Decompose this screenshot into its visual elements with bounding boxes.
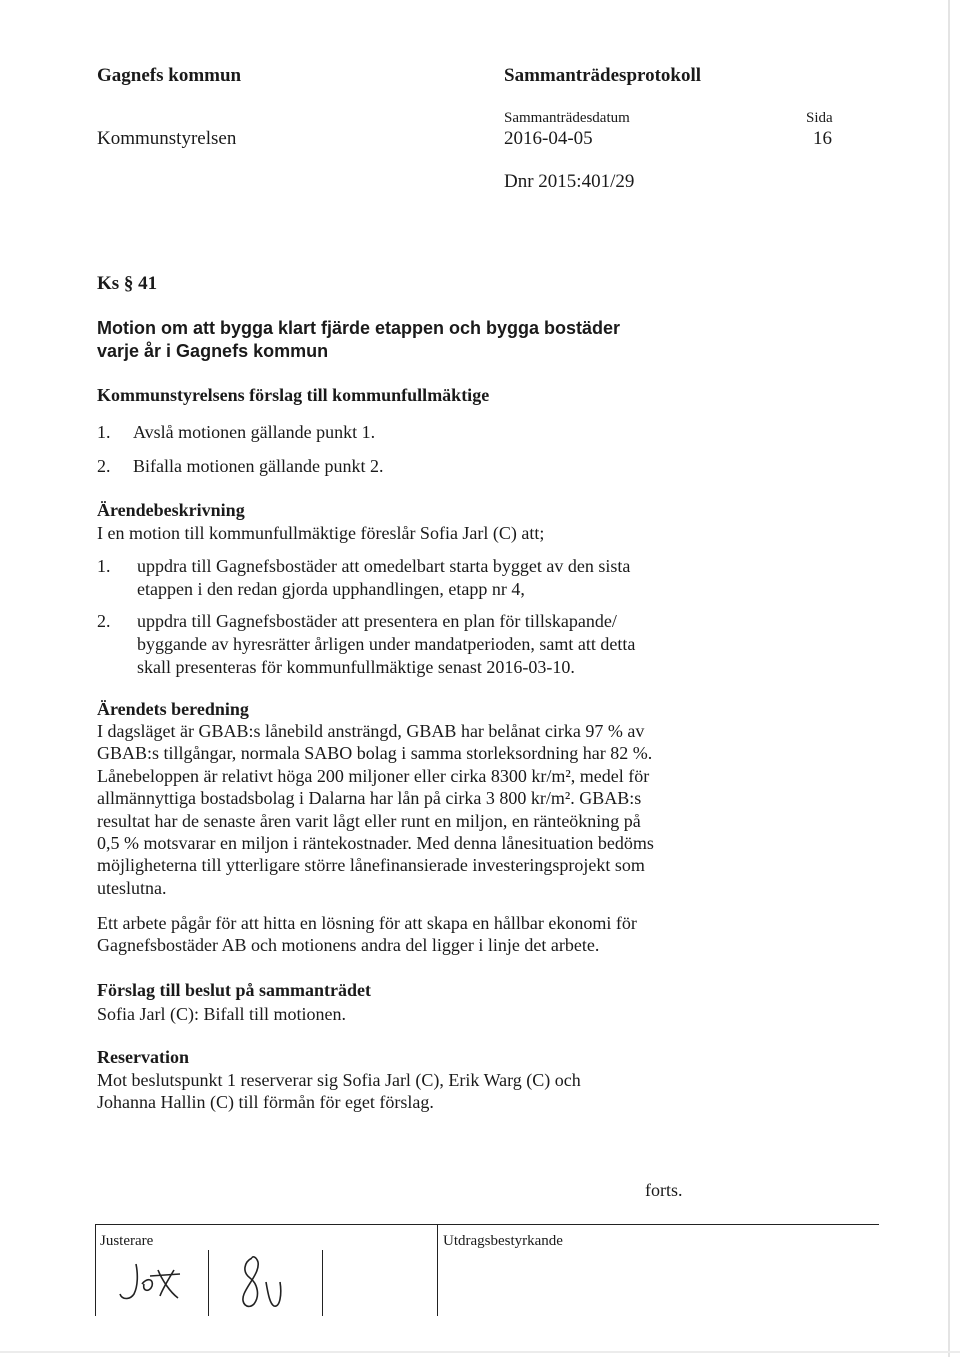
item-text: Bifalla motionen gällande punkt 2.: [133, 456, 384, 476]
text-line: Mot beslutspunkt 1 reserverar sig Sofia Jarl (C), Erik Warg (C) och: [97, 1070, 581, 1090]
motion-item: [97, 610, 797, 679]
text-line: Lånebeloppen är relativt höga 200 miljoner eller cirka 8300 kr/m², medel för: [97, 765, 650, 786]
paragraph-ref: Ks § 41: [97, 273, 158, 294]
reservation-text: [97, 1069, 581, 1114]
proposal-item: [97, 455, 697, 478]
item-text: Avslå motionen gällande punkt 1.: [133, 422, 376, 442]
text-line: I dagsläget är GBAB:s lånebild ansträngd, GBAB har belånat cirka 97 % av: [97, 721, 645, 741]
description-intro: I en motion till kommunfullmäktige föreslår Sofia Jarl (C) att;: [97, 523, 545, 543]
scan-edge-right: [948, 0, 950, 1357]
text-line: Gagnefsbostäder AB och motionens andra del ligger i linje det arbete.: [97, 935, 600, 956]
preparation-heading: Ärendets beredning: [97, 699, 249, 719]
item-number: 1.: [97, 556, 111, 576]
text-line: möjligheterna till ytterligare större lånefinansierade investeringsprojekt som: [97, 855, 645, 876]
diary-number: Dnr 2015:401/29: [504, 171, 635, 192]
proposal-meeting-text: Sofia Jarl (C): Bifall till motionen.: [97, 1004, 346, 1024]
proposal-heading: Kommunstyrelsens förslag till kommunfullmäktige: [97, 385, 490, 405]
utdrag-label: Utdragsbestyrkande: [443, 1233, 563, 1249]
continued-label: forts.: [645, 1180, 683, 1200]
meeting-date: 2016-04-05: [504, 128, 593, 149]
item-line: skall presenteras för kommunfullmäktige senast 2016-03-10.: [137, 657, 575, 677]
preparation-text-2: [97, 912, 637, 957]
item-line: byggande av hyresrätter årligen under mandatperioden, samt att detta: [137, 634, 636, 654]
item-text: [137, 610, 635, 679]
title-line: Motion om att bygga klart fjärde etappen och bygga bostäder: [97, 318, 621, 338]
footer-divider: [437, 1224, 438, 1316]
page-number: 16: [813, 128, 832, 149]
item-number: 2.: [97, 456, 111, 476]
footer-rule: [95, 1224, 879, 1225]
justerare-label: Justerare: [100, 1233, 154, 1249]
doc-type: Sammanträdesprotokoll: [504, 65, 702, 86]
item-number: 1.: [97, 422, 111, 442]
item-line: etappen i den redan gjorda upphandlingen, etapp nr 4,: [137, 579, 525, 599]
org-name: Gagnefs kommun: [97, 65, 242, 86]
reservation-heading: Reservation: [97, 1047, 189, 1067]
initials-divider: [208, 1250, 209, 1316]
signature-initials-2: [230, 1252, 310, 1314]
signature-initials-1: [108, 1250, 198, 1310]
footer-border-left: [95, 1224, 96, 1316]
text-line: GBAB:s tillgångar, normala SABO bolag i samma storleksordning har 82 %.: [97, 743, 653, 764]
item-number: 2.: [97, 611, 111, 631]
item-line: uppdra till Gagnefsbostäder att presentera en plan för tillskapande/: [137, 611, 617, 631]
text-line: allmännyttiga bostadsbolag i Dalarna har lån på cirka 3 800 kr/m². GBAB:s: [97, 788, 642, 809]
motion-item: [97, 555, 797, 601]
text-line: Johanna Hallin (C) till förmån för eget förslag.: [97, 1092, 434, 1113]
date-label: Sammanträdesdatum: [504, 110, 630, 126]
scan-edge-bottom: [0, 1351, 960, 1353]
preparation-text: [97, 720, 654, 899]
text-line: uteslutna.: [97, 877, 167, 898]
committee-name: Kommunstyrelsen: [97, 128, 237, 149]
item-text: [137, 555, 630, 601]
proposal-meeting-heading: Förslag till beslut på sammanträdet: [97, 980, 371, 1000]
matter-title: [97, 317, 620, 363]
item-line: uppdra till Gagnefsbostäder att omedelbart starta bygget av den sista: [137, 556, 631, 576]
text-line: 0,5 % motsvarar en miljon i räntekostnader. Med denna lånesituation bedöms: [97, 833, 654, 854]
title-line: varje år i Gagnefs kommun: [97, 341, 329, 361]
page-label: Sida: [806, 110, 833, 126]
description-heading: Ärendebeskrivning: [97, 500, 245, 520]
initials-divider: [322, 1250, 323, 1316]
text-line: Ett arbete pågår för att hitta en lösning för att skapa en hållbar ekonomi för: [97, 913, 637, 933]
text-line: resultat har de senaste åren varit lågt eller runt en miljon, en ränteökning på: [97, 810, 641, 831]
proposal-item: [97, 421, 697, 444]
